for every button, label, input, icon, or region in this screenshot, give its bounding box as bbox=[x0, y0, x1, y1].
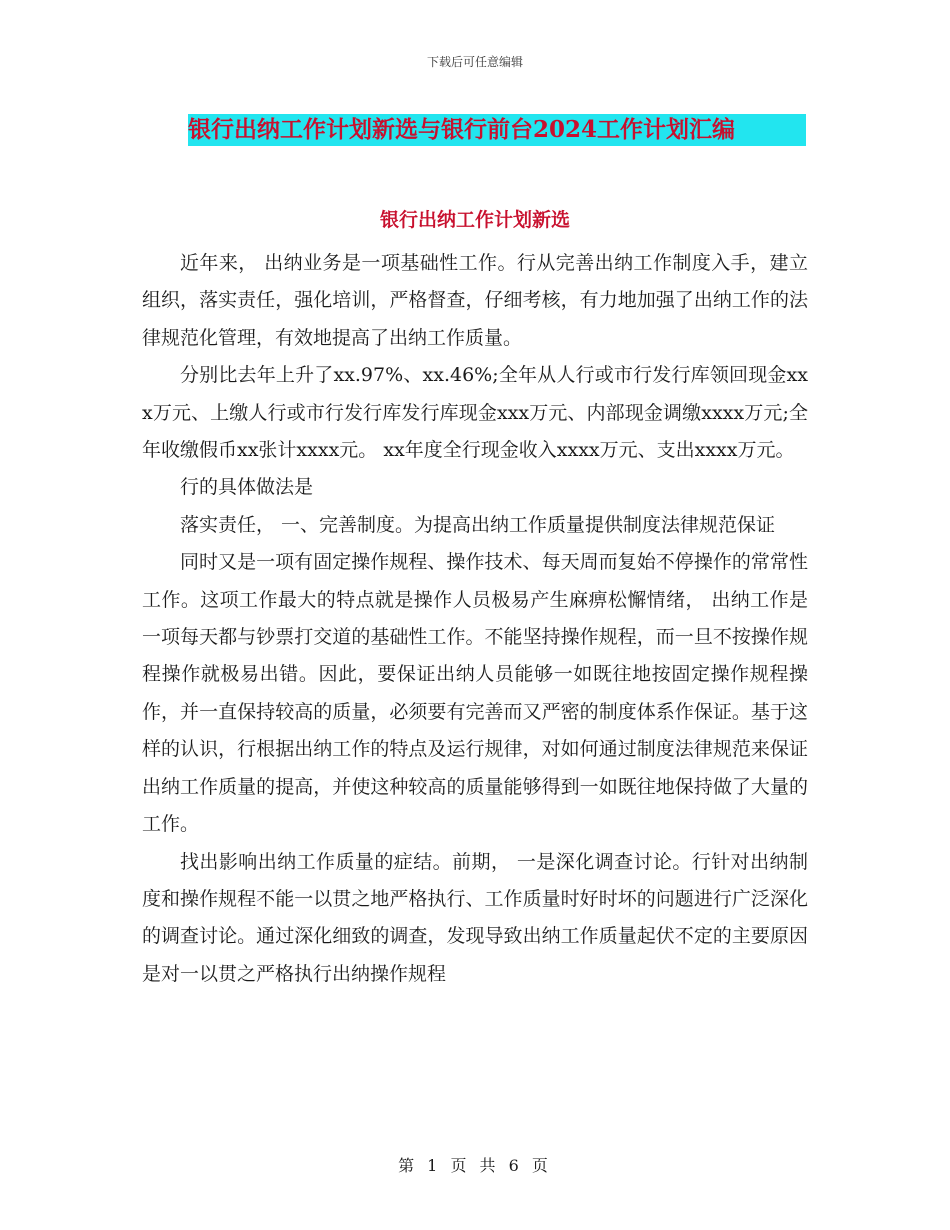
page-number-footer: 第 1 页 共 6 页 bbox=[398, 1156, 552, 1175]
paragraph: 落实责任， 一、完善制度。为提高出纳工作质量提供制度法律规范保证 bbox=[180, 513, 776, 536]
paragraph: 行的具体做法是 bbox=[180, 476, 314, 499]
paragraph: 分别比去年上升了xx.97%、xx.46%;全年从人行或市行发行库领回现金xxx万元、上缴人行或市行发行库发行库现金xxx万元、内部现金调缴xxxx万元;全年收缴假币xx张计xxxx元。 xx年度全行现金收入xxxx万元、支出xxxx万元。 bbox=[142, 364, 808, 462]
header-note: 下载后可任意编辑 bbox=[426, 55, 523, 69]
paragraph: 找出影响出纳工作质量的症结。前期， 一是深化调查讨论。行针对出纳制度和操作规程不能一以贯之地严格执行、工作质量时好时坏的问题进行广泛深化的调查讨论。通过深化细致的调查，发现导致出纳工作质量起伏不定的主要原因是对一以贯之严格执行出纳操作规程 bbox=[142, 850, 808, 985]
paragraph: 近年来， 出纳业务是一项基础性工作。行从完善出纳工作制度入手，建立组织，落实责任，强化培训，严格督查，仔细考核，有力地加强了出纳工作的法律规范化管理，有效地提高了出纳工作质量。 bbox=[142, 252, 808, 349]
paragraph: 同时又是一项有固定操作规程、操作技术、每天周而复始不停操作的常常性工作。这项工作最大的特点就是操作人员极易产生麻痹松懈情绪， 出纳工作是一项每天都与钞票打交道的基础性工作。不能坚持操作规程，而一旦不按操作规程操作就极易出错。因此，要保证出纳人员能够一如既往地按固定操作规程操作，并一直保持较高的质量，必须要有完善而又严密的制度体系作保证。基于这样的认识，行根据出纳工作的特点及运行规律，对如何通过制度法律规范来保证出纳工作质量的提高，并使这种较高的质量能够得到一如既往地保持做了大量的工作。 bbox=[142, 551, 808, 836]
document-title: 银行出纳工作计划新选与银行前台2024工作计划汇编 bbox=[188, 114, 806, 146]
body-text bbox=[142, 245, 808, 993]
section-title: 银行出纳工作计划新选 bbox=[379, 209, 570, 231]
